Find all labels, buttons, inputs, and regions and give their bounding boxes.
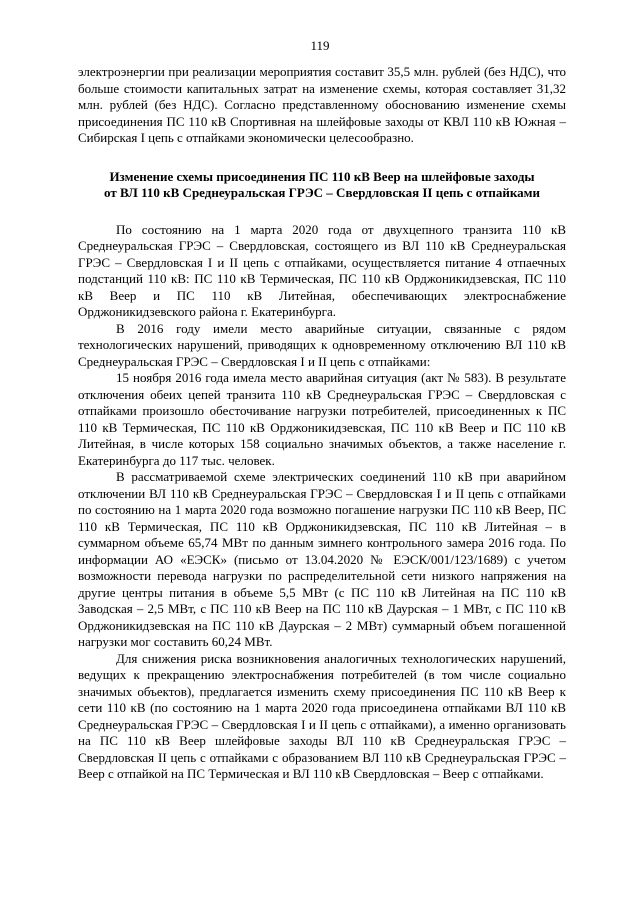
page-body	[78, 64, 566, 783]
paragraph-5: Для снижения риска возникновения аналогичных технологических нарушений, ведущих к прекращению электроснабжения потребителей (в том числе социально значимых объектов), предлагается изменить схему присоединения ПС 110 кВ Веер к сети 110 кВ (по состоянию на 1 марта 2020 года присоединена отпайками ВЛ 110 кВ Среднеуральская ГРЭС – Свердловская I и II цепь с отпайками), а именно организовать на ПС 110 кВ Веер шлейфовые заходы ВЛ 110 кВ Среднеуральская ГРЭС – Свердловская II цепь с отпайками с образованием ВЛ 110 кВ Среднеуральская ГРЭС – Веер с отпайкой на ПС Термическая и ВЛ 110 кВ Свердловская – Веер с отпайками.	[78, 650, 566, 781]
page-number: 119	[310, 38, 330, 53]
section-heading-line-1: Изменение схемы присоединения ПС 110 кВ Веер на шлейфовые заходы	[109, 168, 535, 184]
intro-paragraph: электроэнергии при реализации мероприятия составит 35,5 млн. рублей (без НДС), что больше стоимости капитальных затрат на изменение схемы, которая составляет 31,32 млн. рублей (без НДС). Согласно представленному обоснованию изменение схемы присоединения ПС 110 кВ Спортивная на шлейфовые заходы от КВЛ 110 кВ Южная – Сибирская I цепь с отпайками экономически целесообразно.	[78, 64, 566, 145]
paragraph-1: По состоянию на 1 марта 2020 года от двухцепного транзита 110 кВ Среднеуральская ГРЭС – Свердловская, состоящего из ВЛ 110 кВ Среднеуральская ГРЭС – Свердловская I и II цепь с отпайками, осуществляется питание 4 отпаечных подстанций 110 кВ: ПС 110 кВ Термическая, ПС 110 кВ Орджоникидзевская, ПС 110 кВ Веер и ПС 110 кВ Литейная, обеспечивающих электроснабжение Орджоникидзевского района г. Екатеринбурга.	[78, 221, 566, 319]
section-heading	[78, 169, 566, 202]
paragraph-4: В рассматриваемой схеме электрических соединений 110 кВ при аварийном отключении ВЛ 110 кВ Среднеуральская ГРЭС – Свердловская I и II цепь с отпайками по состоянию на 1 марта 2020 года возможно погашение нагрузки ПС 110 кВ Веер, ПС 110 кВ Термическая, ПС 110 кВ Орджоникидзевская, ПС 110 кВ Литейная – в суммарном объеме 65,74 МВт по данным зимнего контрольного замера 2016 года. По информации АО «ЕЭСК» (письмо от 13.04.2020 № ЕЭСК/001/123/1689) с учетом возможности перевода нагрузки по распределительной сети низкого напряжения на другие центры питания в объеме 5,5 МВт (с ПС 110 кВ Литейная на ПС 110 кВ Заводская – 2,5 МВт, с ПС 110 кВ Веер на ПС 110 кВ Даурская – 1 МВт, с ПС 110 кВ Орджоникидзевская на ПС 110 кВ Даурская – 2 МВт) суммарный объем погашенной нагрузки мог составить 60,24 МВт.	[78, 469, 566, 649]
section-heading-line-2: от ВЛ 110 кВ Среднеуральская ГРЭС – Свердловская II цепь с отпайками	[104, 185, 540, 200]
paragraph-2: В 2016 году имели место аварийные ситуации, связанные с рядом технологических нарушений, приводящих к одновременному отключению ВЛ 110 кВ Среднеуральская ГРЭС – Свердловская I и II цепь с отпайками:	[78, 320, 566, 369]
paragraph-3: 15 ноября 2016 года имела место аварийная ситуация (акт № 583). В результате отключения обеих цепей транзита 110 кВ Среднеуральская ГРЭС – Свердловская с отпайками произошло обесточивание нагрузки потребителей, присоединенных к ПС 110 кВ Термическая, ПС 110 кВ Орджоникидзевская, ПС 110 кВ Веер и ПС 110 кВ Литейная, в числе которых 158 социально значимых объектов, а также население г. Екатеринбурга до 117 тыс. человек.	[78, 370, 566, 468]
